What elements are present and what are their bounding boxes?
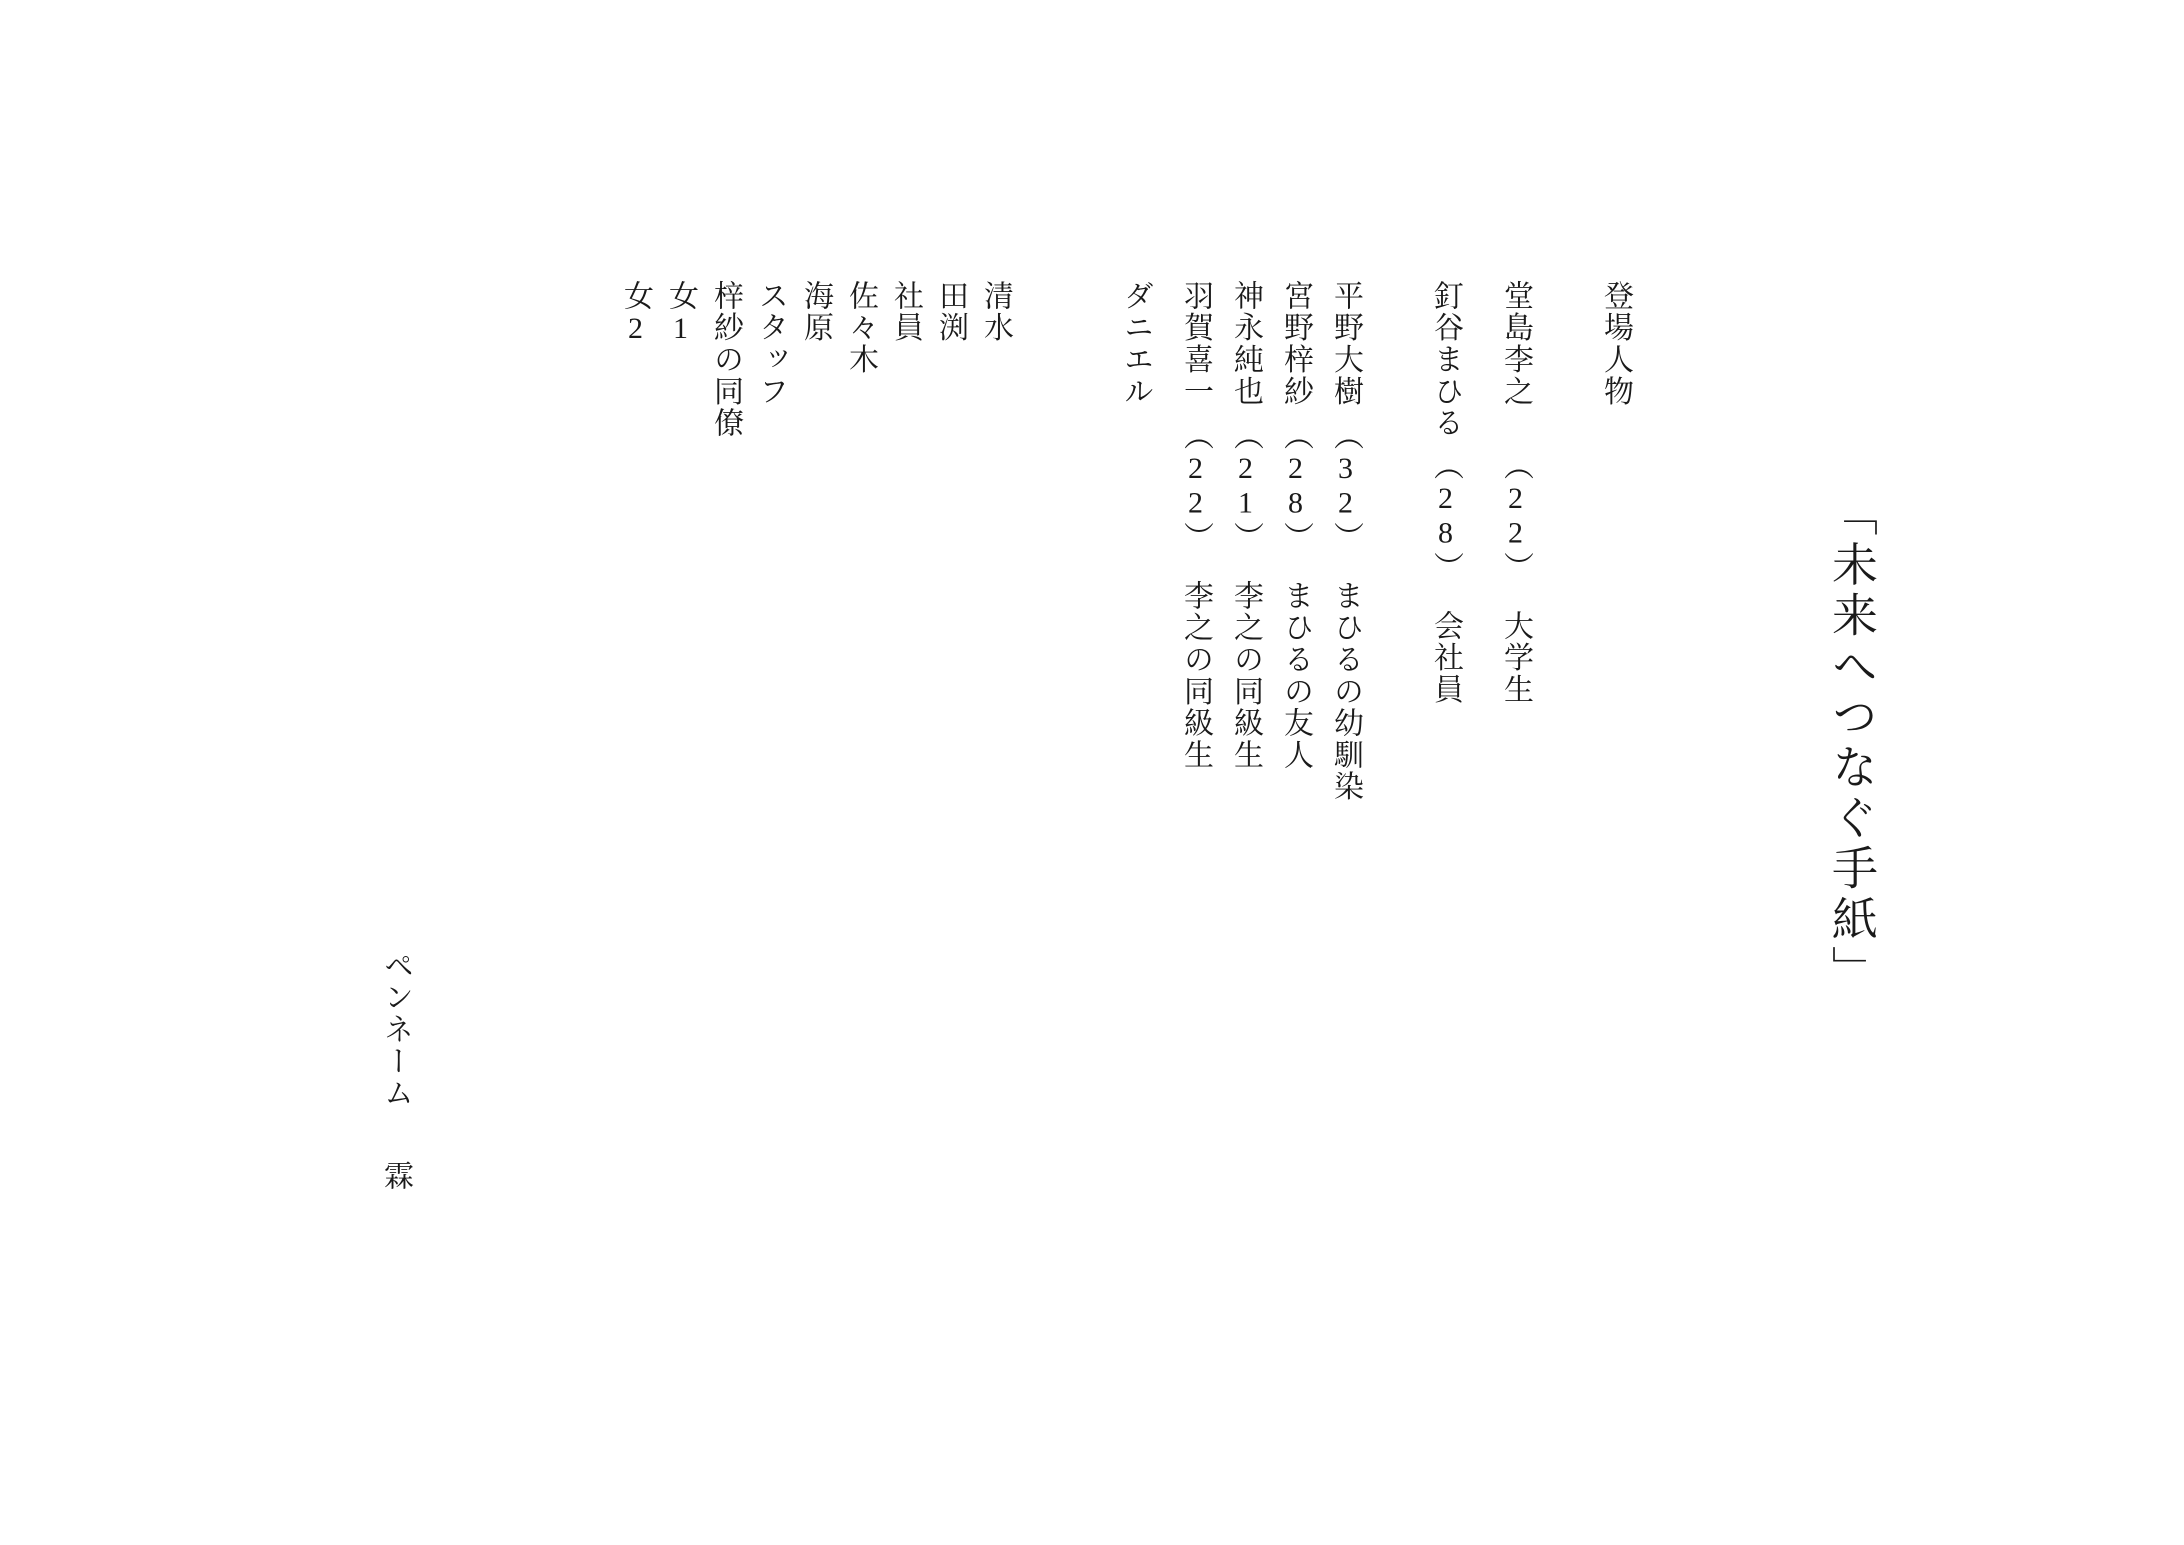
penname-label: ペンネーム bbox=[379, 950, 412, 1109]
minor-role: スタッフ bbox=[754, 280, 787, 408]
cast-age: （28） bbox=[1429, 450, 1462, 584]
page-title: 「未来へつなぐ手紙」 bbox=[1826, 490, 1877, 996]
minor-roles-list bbox=[619, 280, 1060, 580]
cast-name: 神永純也 bbox=[1229, 280, 1262, 408]
minor-role: 梓紗の同僚 bbox=[709, 280, 742, 439]
cast-age: （22） bbox=[1499, 450, 1532, 584]
cast-name: 釘谷まひる bbox=[1429, 280, 1462, 439]
minor-role: 女2 bbox=[619, 280, 652, 347]
cast-name: 堂島李之 bbox=[1499, 280, 1532, 408]
cast-name: 羽賀喜一 bbox=[1179, 280, 1212, 408]
cast-description: まひるの友人 bbox=[1279, 580, 1312, 771]
cast-heading: 登場人物 bbox=[1599, 280, 1632, 408]
cast-age: （32） bbox=[1329, 420, 1362, 554]
cast-age: （22） bbox=[1179, 420, 1212, 554]
cast-description: 大学生 bbox=[1499, 610, 1532, 706]
minor-role: 女1 bbox=[664, 280, 697, 347]
minor-role: 社員 bbox=[889, 280, 922, 344]
cast-description: まひるの幼馴染 bbox=[1329, 580, 1362, 803]
cast-name: 平野大樹 bbox=[1329, 280, 1362, 408]
cast-name: 宮野梓紗 bbox=[1279, 280, 1312, 408]
cast-list bbox=[1100, 280, 1580, 900]
cast-age: （28） bbox=[1279, 420, 1312, 554]
cast-description: 会社員 bbox=[1429, 610, 1462, 706]
cast-description: 李之の同級生 bbox=[1229, 580, 1262, 771]
minor-role: 海原 bbox=[799, 280, 832, 344]
cast-description: 李之の同級生 bbox=[1179, 580, 1212, 771]
cast-name: ダニエル bbox=[1119, 280, 1152, 408]
minor-role: 佐々木 bbox=[844, 280, 877, 376]
cast-age: （21） bbox=[1229, 420, 1262, 554]
minor-role: 田渕 bbox=[934, 280, 967, 344]
penname-value: 霖 bbox=[379, 1160, 412, 1192]
minor-role: 清水 bbox=[979, 280, 1012, 344]
